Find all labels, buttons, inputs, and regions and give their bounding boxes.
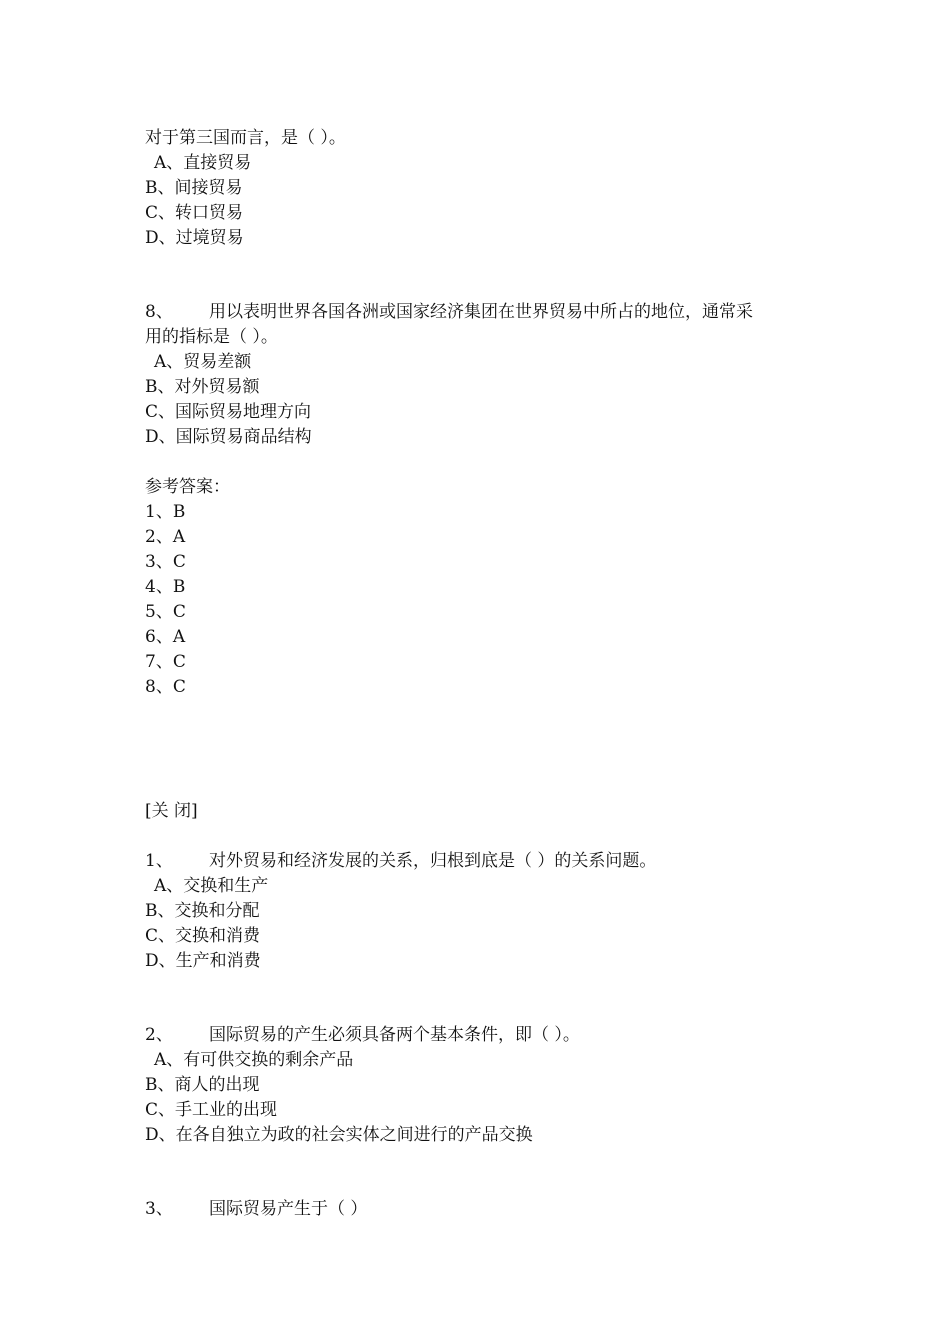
question-stem-line1: 用以表明世界各国各洲或国家经济集团在世界贸易中所占的地位，通常采 xyxy=(209,302,753,322)
answer-item: 8、C xyxy=(145,677,186,697)
answer-item: 6、A xyxy=(145,627,186,647)
answer-item: 3、C xyxy=(145,552,186,572)
question-block-3 xyxy=(145,1197,825,1222)
option-d: D、国际贸易商品结构 xyxy=(145,427,312,447)
question-stem: 对外贸易和经济发展的关系，归根到底是（ ）的关系问题。 xyxy=(209,851,657,871)
option-c: C、交换和消费 xyxy=(145,926,261,946)
option-b: B、对外贸易额 xyxy=(145,377,260,397)
question-stem: 对于第三国而言，是（ ）。 xyxy=(145,128,346,148)
answer-item: 5、C xyxy=(145,602,186,622)
question-block-1 xyxy=(145,849,825,974)
question-number: 2、 xyxy=(145,1025,173,1045)
question-number: 3、 xyxy=(145,1199,173,1219)
option-a: A、直接贸易 xyxy=(154,153,252,173)
option-b: B、间接贸易 xyxy=(145,178,243,198)
option-b: B、商人的出现 xyxy=(145,1075,260,1095)
question-block-8 xyxy=(145,300,825,450)
option-a: A、贸易差额 xyxy=(154,352,252,372)
option-c: C、国际贸易地理方向 xyxy=(145,402,312,422)
answer-item: 2、A xyxy=(145,527,186,547)
option-d: D、生产和消费 xyxy=(145,951,261,971)
option-d: D、在各自独立为政的社会实体之间进行的产品交换 xyxy=(145,1125,533,1145)
option-d: D、过境贸易 xyxy=(145,228,244,248)
question-block-7 xyxy=(145,126,825,251)
option-c: C、转口贸易 xyxy=(145,203,244,223)
answer-item: 1、B xyxy=(145,502,186,522)
close-link[interactable]: [关 闭] xyxy=(145,801,198,821)
question-stem: 国际贸易产生于（ ） xyxy=(209,1199,368,1219)
answer-heading: 参考答案： xyxy=(145,477,230,497)
answer-item: 7、C xyxy=(145,652,186,672)
answer-key xyxy=(145,475,825,700)
option-c: C、手工业的出现 xyxy=(145,1100,278,1120)
question-number: 1、 xyxy=(145,851,173,871)
question-stem-line2: 用的指标是（ ）。 xyxy=(145,327,278,347)
answer-item: 4、B xyxy=(145,577,186,597)
option-b: B、交换和分配 xyxy=(145,901,260,921)
option-a: A、有可供交换的剩余产品 xyxy=(154,1050,354,1070)
option-a: A、交换和生产 xyxy=(154,876,269,896)
question-number: 8、 xyxy=(145,302,173,322)
question-block-2 xyxy=(145,1023,825,1148)
question-stem: 国际贸易的产生必须具备两个基本条件，即（ ）。 xyxy=(209,1025,580,1045)
document-body xyxy=(145,126,825,1222)
